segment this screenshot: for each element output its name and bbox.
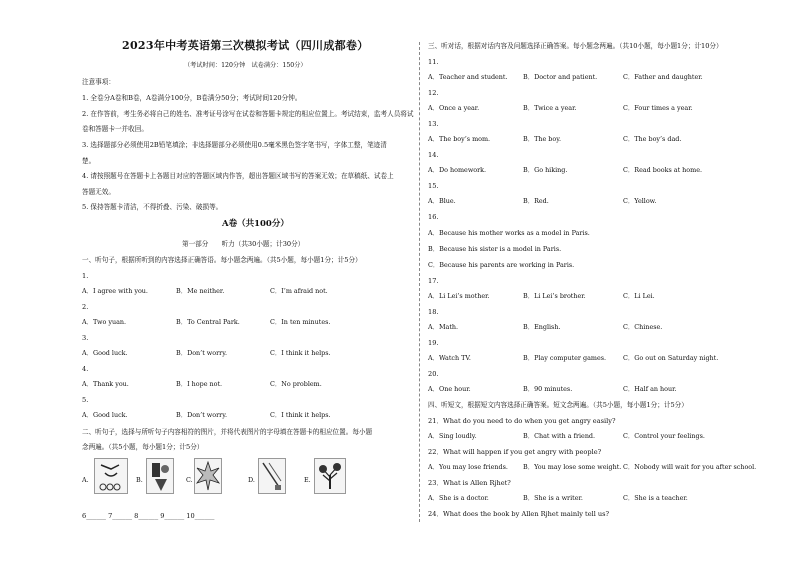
note-line: 答题无效。 xyxy=(82,188,115,196)
question-number: 11. xyxy=(428,58,439,66)
note-line: 5. 保持答题卡清洁，不得折叠、污染、破损等。 xyxy=(82,203,223,211)
option-a: A．Thank you. xyxy=(82,380,129,388)
question-number: 5. xyxy=(82,396,89,404)
option-b: B．I hope not. xyxy=(176,380,223,388)
section4-heading: 四、听短文，根据短文内容选择正确答案。短文念两遍。（共5小题，每小题1分；计5分） xyxy=(428,401,688,409)
option-c: C．Yellow. xyxy=(623,197,657,205)
exam-subtitle: （考试时间：120分钟 试卷满分：150分） xyxy=(184,62,307,69)
option-a: A．Blue. xyxy=(428,197,456,205)
exam-title: 2023年中考英语第三次模拟考试（四川成都卷） xyxy=(122,39,369,52)
question-text: 21．What do you need to do when you get angry easily? xyxy=(428,417,616,425)
option-b: B．Doctor and patient. xyxy=(523,73,598,81)
section1-heading: 一、听句子，根据所听到的内容选择正确答语。每小题念两遍。（共5小题，每小题1分；计5分） xyxy=(82,256,362,264)
section2-heading: 二、听句子，选择与所听句子内容相符的图片，并将代表图片的字母填在答题卡的相应位置。每小题 xyxy=(82,428,373,436)
note-line: 1. 全卷分A卷和B卷，A卷满分100分，B卷满分50分；考试时间120分钟。 xyxy=(82,94,302,102)
picture-label: C. xyxy=(186,476,193,484)
option-a: A．Good luck. xyxy=(82,411,128,419)
option-b: B．Me neither. xyxy=(176,287,225,295)
picture-label: B. xyxy=(136,476,143,484)
option-a: A．Two yuan. xyxy=(82,318,127,326)
question-text: 23．What is Allen Rjhet? xyxy=(428,479,511,487)
option-a: A．Li Lei’s mother. xyxy=(428,292,490,300)
question-number: 18. xyxy=(428,308,439,316)
section2-heading-cont: 念两遍。（共5小题，每小题1分；计5分） xyxy=(82,443,204,451)
option-a: A．Because his mother works as a model in Paris. xyxy=(428,229,590,237)
option-c: C．Father and daughter. xyxy=(623,73,703,81)
option-c: C．Control your feelings. xyxy=(623,432,705,440)
option-c: C．She is a teacher. xyxy=(623,494,688,502)
option-c: C．Li Lei. xyxy=(623,292,655,300)
option-b: B．The boy. xyxy=(523,135,562,143)
note-line: 卷和答题卡一并收回。 xyxy=(82,125,148,133)
question-number: 1. xyxy=(82,272,89,280)
option-c: C．In ten minutes. xyxy=(270,318,331,326)
option-a: A．Do homework. xyxy=(428,166,487,174)
option-a: A．One hour. xyxy=(428,385,471,393)
picture-label: E. xyxy=(304,476,311,484)
option-a: A．Teacher and student. xyxy=(428,73,508,81)
option-b: B．You may lose some weight. xyxy=(523,463,622,471)
option-a: A．Good luck. xyxy=(82,349,128,357)
note-line: 2. 在作答前，考生务必将自己的姓名、准考证号涂写在试卷和答题卡规定的相应位置上。考试结束，监考人员将试 xyxy=(82,110,414,118)
option-a: A．You may lose friends. xyxy=(428,463,508,471)
option-b: B．Li Lei’s brother. xyxy=(523,292,586,300)
question-number: 20. xyxy=(428,370,439,378)
option-c: C．No problem. xyxy=(270,380,322,388)
notes-heading: 注意事项： xyxy=(82,78,115,86)
option-b: B．Don’t worry. xyxy=(176,349,228,357)
question-number: 2. xyxy=(82,303,89,311)
option-c: C．Go out on Saturday night. xyxy=(623,354,719,362)
option-c: C．Nobody will wait for you after school. xyxy=(623,463,757,471)
option-b: B．To Central Park. xyxy=(176,318,240,326)
tree-drawing-image-icon xyxy=(314,458,346,494)
question-number: 12. xyxy=(428,89,439,97)
option-b: B．Because his sister is a model in Paris. xyxy=(428,245,562,253)
option-b: B．Chat with a friend. xyxy=(523,432,596,440)
option-a: A．She is a doctor. xyxy=(428,494,489,502)
brush-paint-image-icon xyxy=(258,458,286,494)
option-c: C．Read books at home. xyxy=(623,166,703,174)
picture-label: A. xyxy=(82,476,89,484)
option-c: C．I think it helps. xyxy=(270,349,331,357)
question-number: 3. xyxy=(82,334,89,342)
option-b: B．She is a writer. xyxy=(523,494,583,502)
question-number: 15. xyxy=(428,182,439,190)
picture-label: D. xyxy=(248,476,255,484)
option-c: C．I’m afraid not. xyxy=(270,287,328,295)
option-a: A．I agree with you. xyxy=(82,287,148,295)
option-a: A．Math. xyxy=(428,323,459,331)
column-divider xyxy=(419,42,420,522)
option-b: B．Play computer games. xyxy=(523,354,607,362)
option-b: B．Go hiking. xyxy=(523,166,568,174)
answer-blanks: 6______ 7______ 8______ 9______ 10______ xyxy=(82,512,215,520)
option-c: C．Four times a year. xyxy=(623,104,693,112)
phone-reader-image-icon xyxy=(146,458,174,494)
option-a: A．Watch TV. xyxy=(428,354,471,362)
option-c: C．Chinese. xyxy=(623,323,663,331)
option-a: A．Once a year. xyxy=(428,104,480,112)
question-number: 16. xyxy=(428,213,439,221)
note-line: 3. 选择题部分必须使用2B铅笔填涂；非选择题部分必须使用0.5毫米黑色签字笔书写，字体工整，笔迹清 xyxy=(82,141,387,149)
paper-a-heading: A卷（共100分） xyxy=(222,219,289,229)
question-number: 19. xyxy=(428,339,439,347)
question-number: 14. xyxy=(428,151,439,159)
option-b: B．Don’t worry. xyxy=(176,411,228,419)
option-c: C．Because his parents are working in Paris. xyxy=(428,261,575,269)
question-text: 22．What will happen if you get angry with people? xyxy=(428,448,602,456)
option-c: C．I think it helps. xyxy=(270,411,331,419)
option-a: A．Sing loudly. xyxy=(428,432,477,440)
question-number: 4. xyxy=(82,365,89,373)
note-line: 楚。 xyxy=(82,157,96,165)
rings-and-skater-image-icon xyxy=(94,458,128,494)
question-number: 17. xyxy=(428,277,439,285)
part-one-heading: 第一部分 听力（共30小题；计30分） xyxy=(182,240,305,248)
option-c: C．The boy’s dad. xyxy=(623,135,682,143)
question-number: 13. xyxy=(428,120,439,128)
question-text: 24．What does the book by Allen Rjhet mainly tell us? xyxy=(428,510,610,518)
option-b: B．90 minutes. xyxy=(523,385,573,393)
option-a: A．The boy’s mom. xyxy=(428,135,491,143)
section3-heading: 三、听对话，根据对话内容及问题选择正确答案。每小题念两遍。（共10小题，每小题1分；计10分） xyxy=(428,42,723,50)
note-line: 4. 请按照题号在答题卡上各题目对应的答题区域内作答，超出答题区域书写的答案无效；在草稿纸、试卷上 xyxy=(82,172,394,180)
option-c: C．Half an hour. xyxy=(623,385,677,393)
option-b: B．Red. xyxy=(523,197,549,205)
option-b: B．Twice a year. xyxy=(523,104,577,112)
comic-burst-image-icon xyxy=(194,458,222,494)
option-b: B．English. xyxy=(523,323,561,331)
